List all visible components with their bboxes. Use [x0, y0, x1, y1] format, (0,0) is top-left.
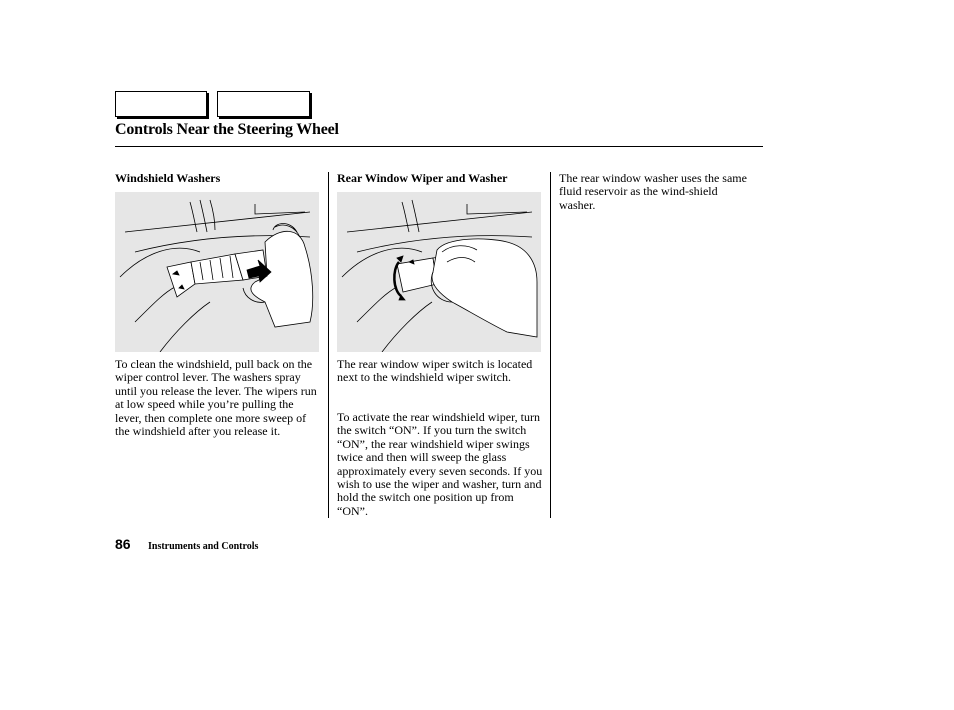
- section-name: Instruments and Controls: [148, 541, 259, 552]
- rear-wiper-activation-text: To activate the rear windshield wiper, turn the switch “ON”. If you turn the switch “ON”, the rear windshield wiper swings twice and then will sweep the glass approximately every seven seconds. If you wish to use the wiper and washer, turn and hold the switch one position up from “ON”.: [337, 410, 543, 518]
- column-divider: [328, 172, 329, 518]
- title-divider: [115, 146, 763, 147]
- windshield-washers-heading: Windshield Washers: [115, 171, 221, 185]
- rear-wiper-washer-heading: Rear Window Wiper and Washer: [337, 171, 508, 185]
- nav-next-button[interactable]: [217, 91, 310, 117]
- nav-previous-button[interactable]: [115, 91, 207, 117]
- page-number: 86: [115, 536, 131, 552]
- windshield-washers-text: To clean the windshield, pull back on the wiper control lever. The washers spray until you release the lever. The wipers run at low speed while you’re pulling the lever, then complete one more sweep of the windshield after you release it.: [115, 357, 317, 439]
- rear-wiper-location-text: The rear window wiper switch is located next to the windshield wiper switch.: [337, 357, 533, 385]
- wiper-lever-pull-illustration: [115, 192, 319, 352]
- rear-wiper-switch-turn-illustration: [337, 192, 541, 352]
- rear-washer-reservoir-text: The rear window washer uses the same fluid reservoir as the wind-shield washer.: [559, 171, 747, 212]
- column-divider: [550, 172, 551, 518]
- page-title: Controls Near the Steering Wheel: [115, 121, 339, 138]
